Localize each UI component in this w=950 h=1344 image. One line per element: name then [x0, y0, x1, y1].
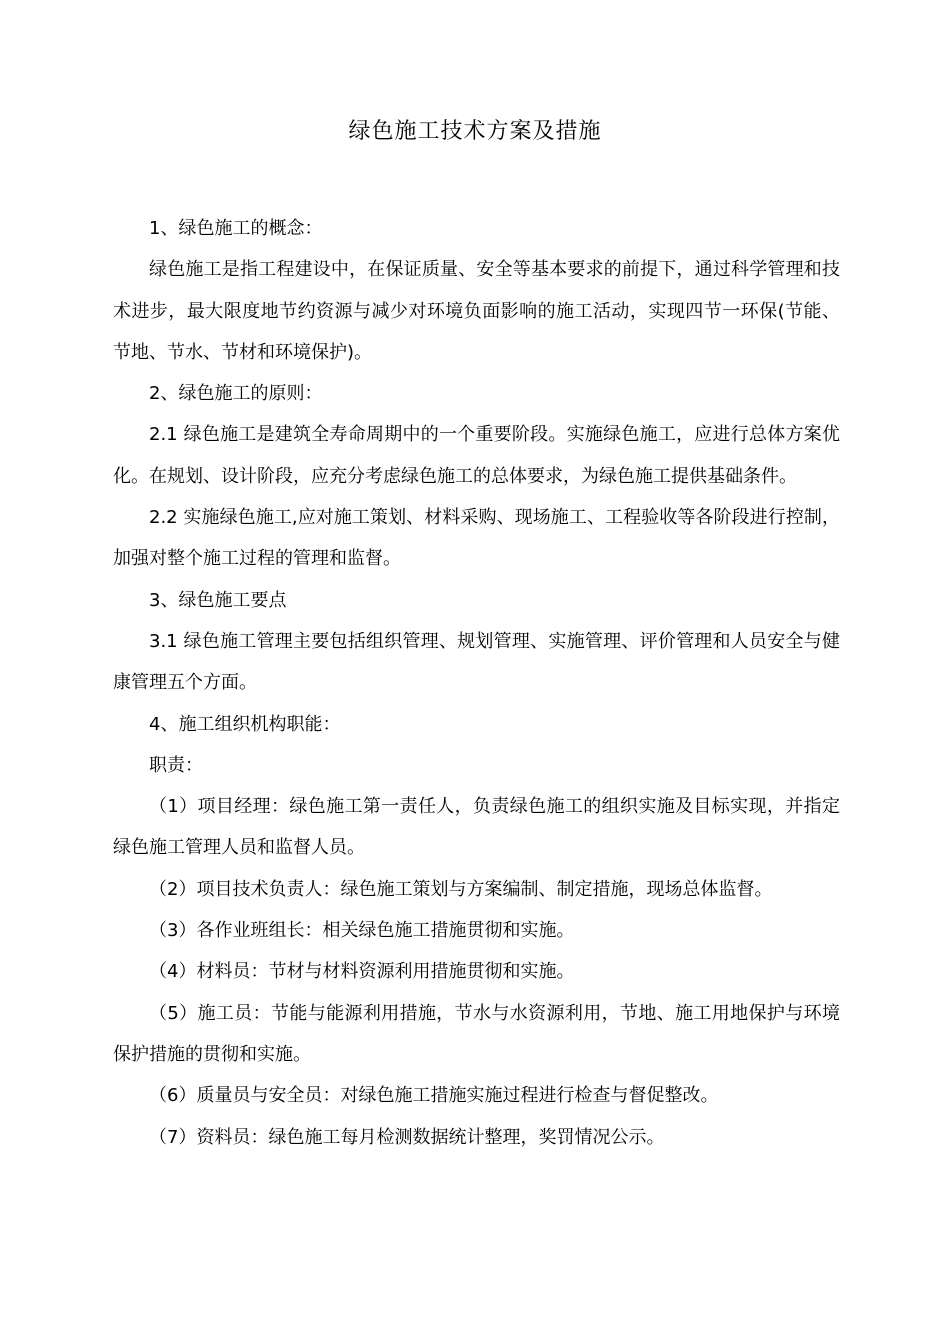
paragraph-principle-2-1: 2.1 绿色施工是建筑全寿命周期中的一个重要阶段。实施绿色施工，应进行总体方案优化。在规划、设计阶段，应充分考虑绿色施工的总体要求，为绿色施工提供基础条件。 [113, 424, 840, 487]
duty-item-material-clerk: （4）材料员：节材与材料资源利用措施贯彻和实施。 [149, 961, 575, 983]
section-heading-organization: 4、施工组织机构职能： [149, 713, 341, 735]
duty-item-technical-lead: （2）项目技术负责人：绿色施工策划与方案编制、制定措施，现场总体监督。 [149, 878, 773, 900]
paragraph-key-point-3-1: 3.1 绿色施工管理主要包括组织管理、规划管理、实施管理、评价管理和人员安全与健康管理五个方面。 [113, 630, 840, 694]
section-heading-concept: 1、绿色施工的概念： [149, 218, 323, 239]
paragraph-concept: 绿色施工是指工程建设中，在保证质量、安全等基本要求的前提下，通过科学管理和技术进步，最大限度地节约资源与减少对环境负面影响的施工活动，实现四节一环保(节能、节地、节水、节材和环境保护)。 [113, 259, 840, 363]
document-body [113, 208, 840, 1158]
section-heading-principles: 2、绿色施工的原则： [149, 383, 323, 405]
document-title: 绿色施工技术方案及措施 [348, 119, 602, 144]
duty-item-construction-officer: （5）施工员：节能与能源利用措施，节水与水资源利用，节地、施工用地保护与环境保护措施的贯彻和实施。 [113, 1002, 840, 1065]
duty-item-project-manager: （1）项目经理：绿色施工第一责任人，负责绿色施工的组织实施及目标实现，并指定绿色施工管理人员和监督人员。 [113, 796, 840, 859]
duties-label: 职责： [149, 754, 203, 776]
duty-item-documentation: （7）资料员：绿色施工每月检测数据统计整理，奖罚情况公示。 [149, 1126, 665, 1148]
paragraph-principle-2-2: 2.2 实施绿色施工,应对施工策划、材料采购、现场施工、工程验收等各阶段进行控制，加强对整个施工过程的管理和监督。 [113, 507, 840, 570]
duty-item-team-leader: （3）各作业班组长：相关绿色施工措施贯彻和实施。 [149, 920, 575, 942]
duty-item-quality-safety: （6）质量员与安全员：对绿色施工措施实施过程进行检查与督促整改。 [149, 1085, 719, 1107]
section-heading-key-points: 3、绿色施工要点 [149, 589, 287, 611]
